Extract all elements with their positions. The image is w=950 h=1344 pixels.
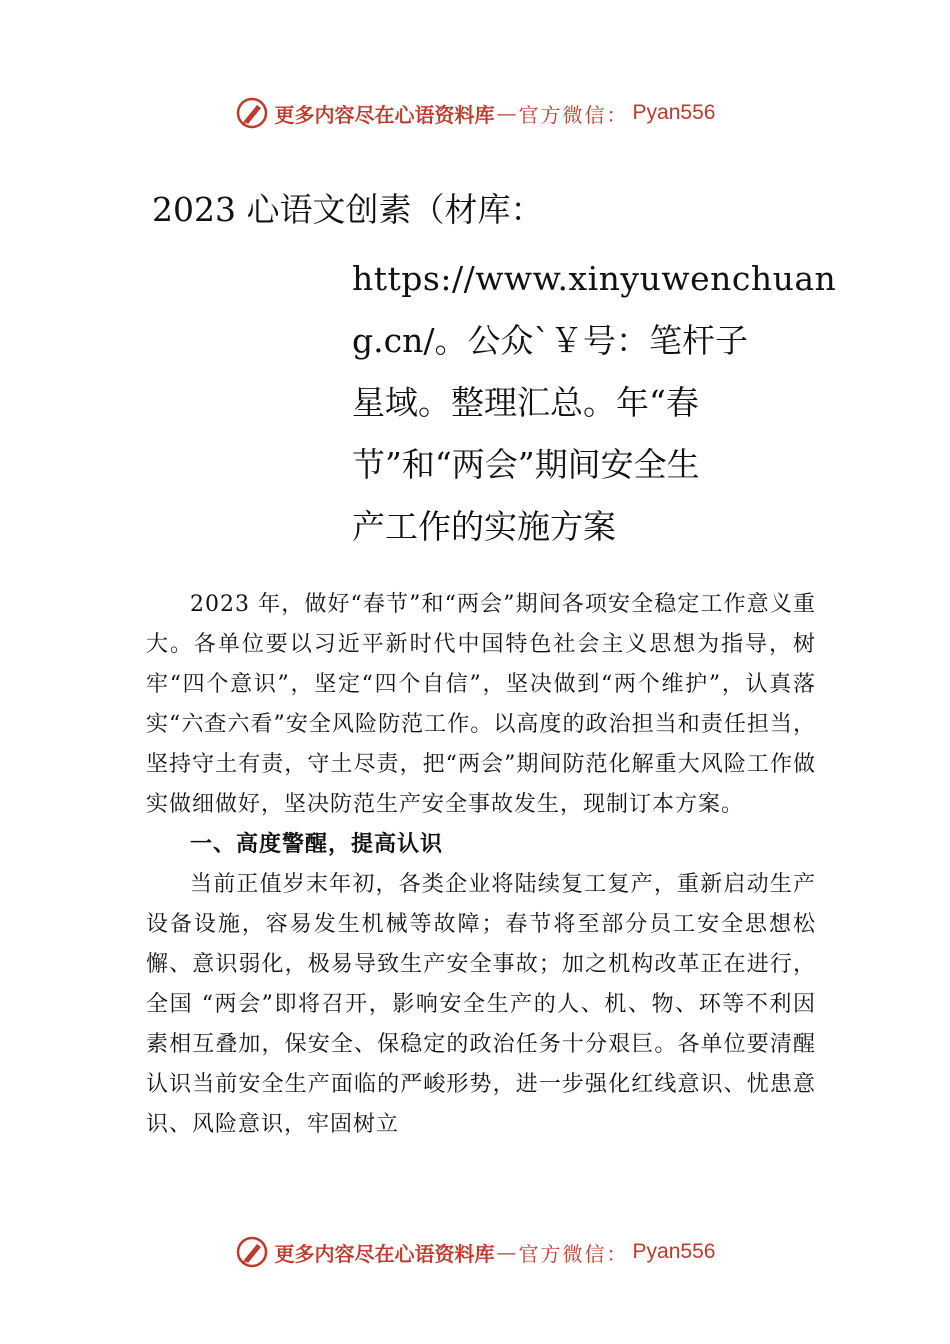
footer-watermark [0,1232,950,1272]
watermark-brand-text: 更多内容尽在心语资料库 [274,1241,495,1266]
watermark-contact-id: Pyan556 [632,101,716,124]
document-body [146,585,816,1145]
document-title-line-4: 星域。整理汇总。年“春 [352,383,699,422]
watermark-brand-text: 更多内容尽在心语资料库 [274,102,495,127]
document-title-line-5: 节”和“两会”期间安全生 [352,445,700,484]
watermark-contact-label: 官方微信： [518,1241,629,1266]
watermark-contact-id: Pyan556 [632,1240,716,1263]
intro-paragraph: 2023 年，做好“春节”和“两会”期间各项安全稳定工作意义重大。各单位要以习近平新时代中国特色社会主义思想为指导，树牢“四个意识”，坚定“四个自信”，坚决做到“两个维护”，认真落实“六查六看”安全风险防范工作。以高度的政治担当和责任担当，坚持守土有责，守土尽责，把“两会”期间防范化解重大风险工作做实做细做好，坚决防范生产安全事故发生，现制订本方案。 [146,592,816,817]
section-1-paragraph: 当前正值岁末年初，各类企业将陆续复工复产，重新启动生产设备设施，容易发生机械等故障；春节将至部分员工安全思想松懈、意识弱化，极易导致生产安全事故；加之机构改革正在进行，全国 “两会”即将召开，影响安全生产的人、机、物、环等不利因素相互叠加，保安全、保稳定的政治任务十分艰巨。各单位要清醒认识当前安全生产面临的严峻形势，进一步强化红线意识、忧患意识、风险意识，牢固树立 [146,872,816,1137]
pen-logo-icon [235,1235,269,1269]
pen-logo-icon [235,96,269,130]
watermark-separator: — [496,1240,517,1264]
section-heading-1: 一、高度警醒，提高认识 [190,832,444,857]
watermark-separator: — [496,101,517,125]
watermark-contact-label: 官方微信： [518,102,629,127]
document-title-block [352,248,837,558]
header-watermark [0,93,950,133]
document-title-line-1: 2023 心语文创素（材库： [152,190,544,229]
document-title-line-3: g.cn/。公众`￥号：笔杆子 [352,321,748,360]
document-title-line-2: https://www.xinyuwenchuan [352,259,837,298]
document-title-line-6: 产工作的实施方案 [352,507,616,546]
